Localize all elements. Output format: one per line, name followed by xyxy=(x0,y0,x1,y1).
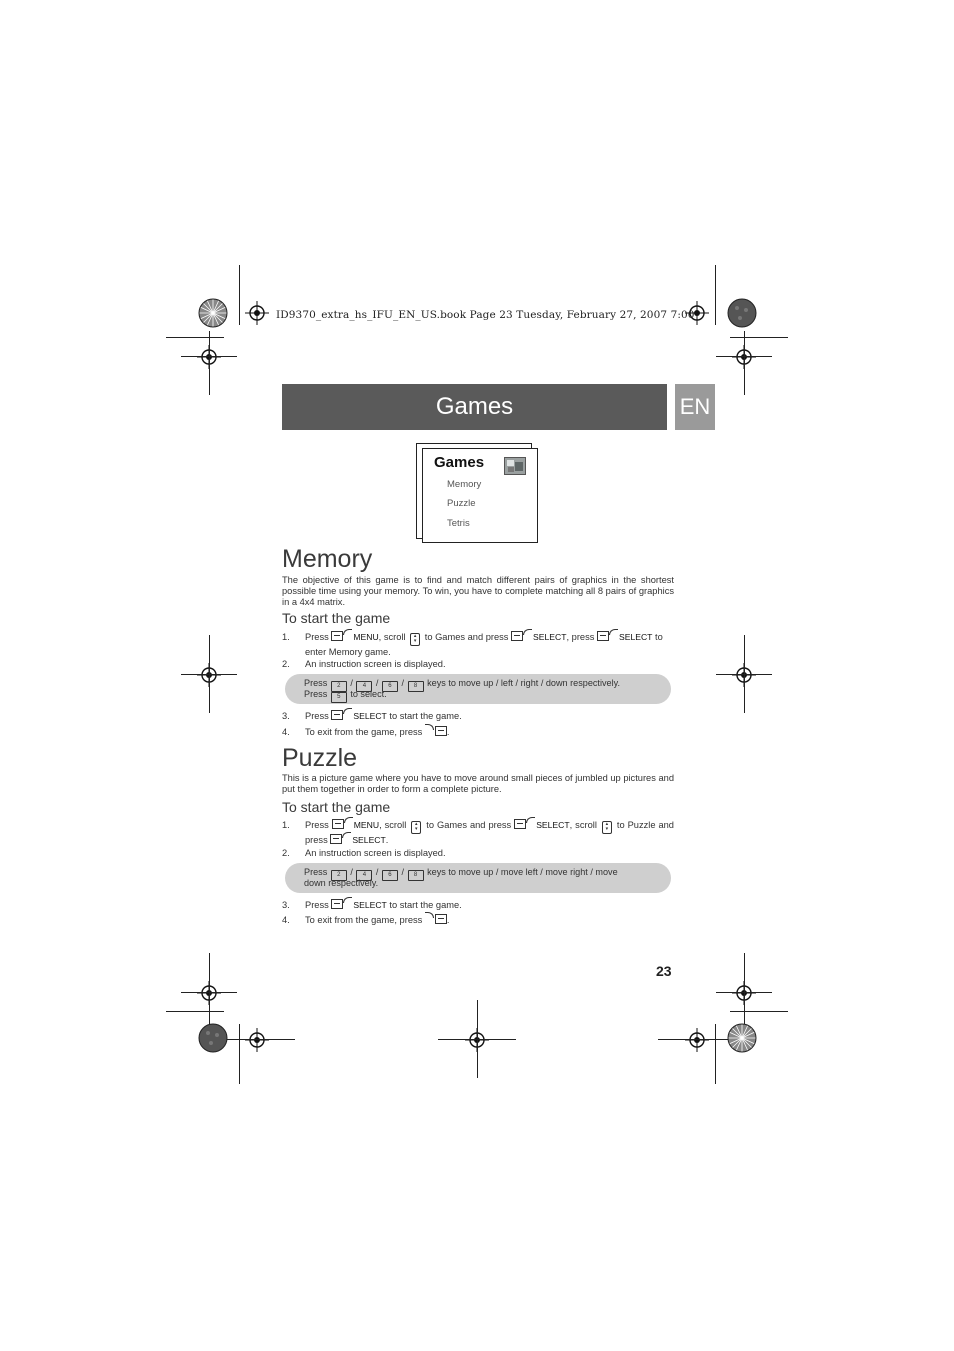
right-soft-key-icon xyxy=(435,726,447,736)
memory-step-3: 3. Press SELECT to start the game. xyxy=(282,711,462,721)
memory-step-4: 4. To exit from the game, press . xyxy=(282,727,450,737)
puzzle-step-4: 4. To exit from the game, press . xyxy=(282,915,450,925)
page-title: Games xyxy=(282,384,667,430)
left-soft-key-icon xyxy=(331,899,343,909)
rosette-icon xyxy=(727,1023,757,1053)
registration-mark-icon xyxy=(245,301,269,325)
memory-heading: Memory xyxy=(282,545,373,573)
key-6-icon: 6 xyxy=(382,870,398,881)
rosette-icon xyxy=(198,298,228,328)
puzzle-intro: This is a picture game where you have to move around small pieces of jumbled up pictures and put them together in order to form a complete picture. xyxy=(282,773,674,794)
left-soft-key-icon xyxy=(332,819,344,829)
puzzle-note: Press 2 / 4 / 6 / 8 keys to move up / move left / move right / move down respectively. xyxy=(285,863,671,893)
key-8-icon: 8 xyxy=(408,681,424,692)
rosette-icon xyxy=(727,298,757,328)
puzzle-step-2: 2. An instruction screen is displayed. xyxy=(282,848,446,858)
menu-item-puzzle: Puzzle xyxy=(447,498,476,509)
right-soft-key-icon xyxy=(435,914,447,924)
nav-scroll-key-icon: ▴ ▾ xyxy=(410,633,420,646)
left-soft-key-icon xyxy=(597,631,609,641)
puzzle-step-1: 1. Press MENU, scroll ▴ ▾ to Games and press SELECT, scroll ▴ ▾ to Puzzle and press SELECT. xyxy=(282,820,674,845)
memory-step-1: 1. Press MENU, scroll ▴ ▾ to Games and press SELECT, press SELECT to enter Memory game. xyxy=(282,632,663,657)
nav-scroll-key-icon: ▴ ▾ xyxy=(602,821,612,834)
key-4-icon: 4 xyxy=(356,681,372,692)
memory-subheading: To start the game xyxy=(282,610,391,626)
memory-note: Press 2 / 4 / 6 / 8 keys to move up / left / right / down respectively. Press 5 to select. xyxy=(285,674,671,704)
memory-intro: The objective of this game is to find and match different pairs of graphics in the shortest possible time using your memory. To win, you have to complete matching all 8 pairs of graphics in a 4x4 matrix. xyxy=(282,575,674,607)
key-2-icon: 2 xyxy=(331,870,347,881)
key-5-icon: 5 xyxy=(331,692,347,703)
key-4-icon: 4 xyxy=(356,870,372,881)
left-soft-key-icon xyxy=(511,631,523,641)
nav-scroll-key-icon: ▴ ▾ xyxy=(411,821,421,834)
rosette-icon xyxy=(198,1023,228,1053)
left-soft-key-icon xyxy=(514,819,526,829)
key-2-icon: 2 xyxy=(331,681,347,692)
registration-mark-icon xyxy=(685,1028,709,1052)
menu-item-tetris: Tetris xyxy=(447,518,470,529)
registration-mark-icon xyxy=(245,1028,269,1052)
puzzle-subheading: To start the game xyxy=(282,799,391,815)
menu-title: Games xyxy=(434,454,485,471)
puzzle-heading: Puzzle xyxy=(282,744,358,772)
memory-step-2: 2. An instruction screen is displayed. xyxy=(282,659,446,669)
puzzle-step-3: 3. Press SELECT to start the game. xyxy=(282,900,462,910)
key-6-icon: 6 xyxy=(382,681,398,692)
key-8-icon: 8 xyxy=(408,870,424,881)
print-header: ID9370_extra_hs_IFU_EN_US.book Page 23 Tuesday, February 27, 2007 7:00 xyxy=(276,309,695,321)
games-thumbnail-icon xyxy=(504,457,526,480)
menu-illustration xyxy=(422,448,538,543)
page-number: 23 xyxy=(656,963,672,979)
menu-item-memory: Memory xyxy=(447,479,482,490)
language-tab: EN xyxy=(675,384,715,430)
left-soft-key-icon xyxy=(331,631,343,641)
left-soft-key-icon xyxy=(330,834,342,844)
left-soft-key-icon xyxy=(331,710,343,720)
